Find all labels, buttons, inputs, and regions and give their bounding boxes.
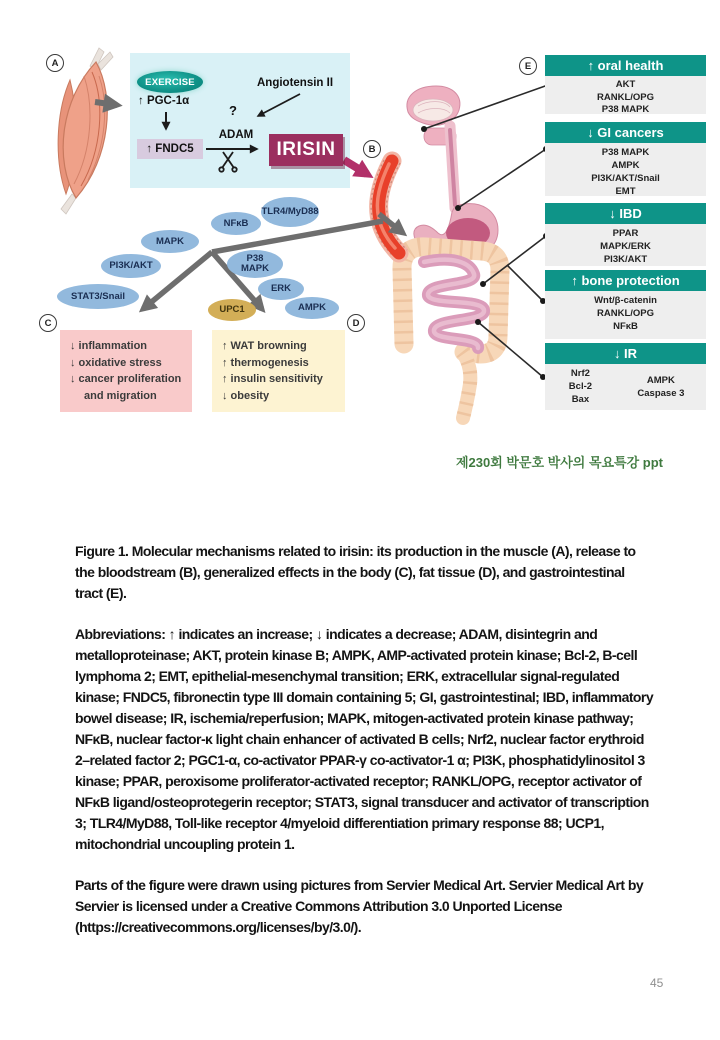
panel-gi-cancers (545, 122, 706, 196)
panel-ir (545, 343, 706, 410)
muscle-illustration (58, 48, 113, 214)
panel-item: Nrf2 (570, 368, 590, 379)
oval-nfkb: NFκB (211, 212, 261, 235)
oval-mapk: MAPK (141, 230, 199, 253)
oval-pi3k-akt: PI3K/AKT (101, 254, 161, 278)
angiotensin-label: Angiotensin II (257, 77, 334, 89)
effects-box-d (212, 330, 345, 412)
fndc5-box: ↑ FNDC5 (137, 139, 203, 159)
badge-e: E (519, 57, 537, 75)
digestive-tract-illustration (402, 86, 500, 418)
oval-ampk: AMPK (285, 297, 339, 319)
page-number: 45 (650, 976, 664, 990)
panel-item: AMPK (611, 160, 640, 171)
oval-tlr4-myd88: TLR4/MyD88 (261, 197, 319, 227)
badge-a: A (46, 54, 64, 72)
panel-item: Wnt/β-catenin (594, 295, 657, 306)
panel-item: Caspase 3 (637, 388, 685, 399)
caption-abbreviations: Abbreviations: ↑ indicates an increase; ↓ indicates a decrease; ADAM, disintegrin and metalloproteinase; AKT, protein kinase B; AMPK, AMP-activated protein kinase; Bcl-2, B-cell lymphoma 2; EMT, epithelial-mesenchymal transition; ERK, extracellular signal-regulated kinase; FNDC5, fibronectin type III domain containing 5; GI, gastrointestinal; IBD, inflammatory bowel disease; IR, ischemia/reperfusion; MAPK, mitogen-activated protein kinase pathway; NFκB, nuclear factor-κ light chain enhancer of activated B cells; Nrf2, nuclear factor erythroid 2–related factor 2; PGC1-α, co-activator PPAR-γ co-activator-1 α; PI3K, phosphatidylinositol 3 kinase; PPAR, peroxisome proliferator-activated receptor; RANKL/OPG, receptor activator of NFκB ligand/osteoprotegerin receptor; STAT3, signal transducer and activator of transcription 3; TLR4/MyD88, Toll-like receptor 4/myeloid differentiation primary response 88; UCP1, mitochondrial uncoupling protein 1. (75, 626, 654, 852)
panel-header: ↓ IBD (545, 203, 706, 224)
panel-header: ↑ oral health (545, 55, 706, 76)
effect-item: ↓ oxidative stress (70, 356, 162, 369)
scissors-icon (219, 152, 236, 172)
panel-bone-protection (545, 270, 706, 339)
panel-item: NFκB (613, 321, 638, 332)
effect-item: ↑ WAT browning (222, 340, 307, 352)
badge-c: C (39, 314, 57, 332)
panel-item: Bax (571, 394, 590, 405)
blood-vessel (371, 160, 407, 255)
oval-upc1: UPC1 (208, 299, 256, 321)
panel-oral-health (545, 55, 706, 114)
effect-item: ↑ insulin sensitivity (222, 373, 323, 385)
oval-p38-mapk: P38 MAPK (227, 250, 283, 278)
question-mark-label: ? (229, 103, 237, 118)
badge-d: D (347, 314, 365, 332)
irisin-box: IRISIN (269, 134, 343, 166)
panel-item: RANKL/OPG (597, 308, 654, 319)
caption-figure-text: Figure 1. Molecular mechanisms related to irisin: its production in the muscle (A), release to the bloodstream (B), generalized effects in the body (C), fat tissue (D), and gastrointestinal tract (E). (75, 543, 636, 601)
adam-label: ADAM (218, 129, 254, 141)
panel-item: Bcl-2 (568, 381, 593, 392)
panel-item: P38 MAPK (601, 147, 650, 158)
panel-item: MAPK/ERK (600, 241, 651, 252)
panel-header: ↑ bone protection (545, 270, 706, 291)
panel-ibd (545, 203, 706, 266)
panel-item: P38 MAPK (601, 104, 650, 115)
panel-item: PI3K/AKT/Snail (591, 173, 660, 184)
badge-b: B (363, 140, 381, 158)
panel-item: PI3K/AKT (603, 254, 648, 265)
effect-item: ↓ cancer proliferation and migration (70, 373, 182, 402)
panel-item: EMT (615, 186, 636, 197)
effect-item: ↓ obesity (222, 389, 270, 402)
panel-header: ↓ IR (545, 343, 706, 364)
exercise-oval: EXERCISE (137, 71, 203, 93)
effects-box-c (60, 330, 192, 412)
oval-erk: ERK (258, 278, 304, 300)
panel-item: AKT (615, 79, 636, 90)
panel-item: RANKL/OPG (597, 91, 654, 103)
oval-stat3-snail: STAT3/Snail (57, 284, 139, 309)
figure-caption (75, 541, 655, 958)
source-credit: 제230회 박문호 박사의 목요특강 ppt (455, 455, 663, 470)
panel-item: AMPK (646, 375, 675, 386)
effect-item: ↓ inflammation (70, 340, 148, 352)
muscle-to-panel-arrow (95, 102, 117, 105)
pgc1-label: ↑ PGC-1α (138, 95, 190, 107)
caption-license: Parts of the figure were drawn using pictures from Servier Medical Art. Servier Medical Art by Servier is licensed under a Creative Commons Attribution 3.0 Unported License (https://creativecommons.org/licenses/by/3.0/). (75, 877, 644, 935)
effect-item: ↑ thermogenesis (222, 356, 309, 369)
panel-item: PPAR (612, 228, 639, 239)
irisin-to-blood-arrow (344, 160, 367, 174)
panel-header: ↓ GI cancers (545, 122, 706, 143)
